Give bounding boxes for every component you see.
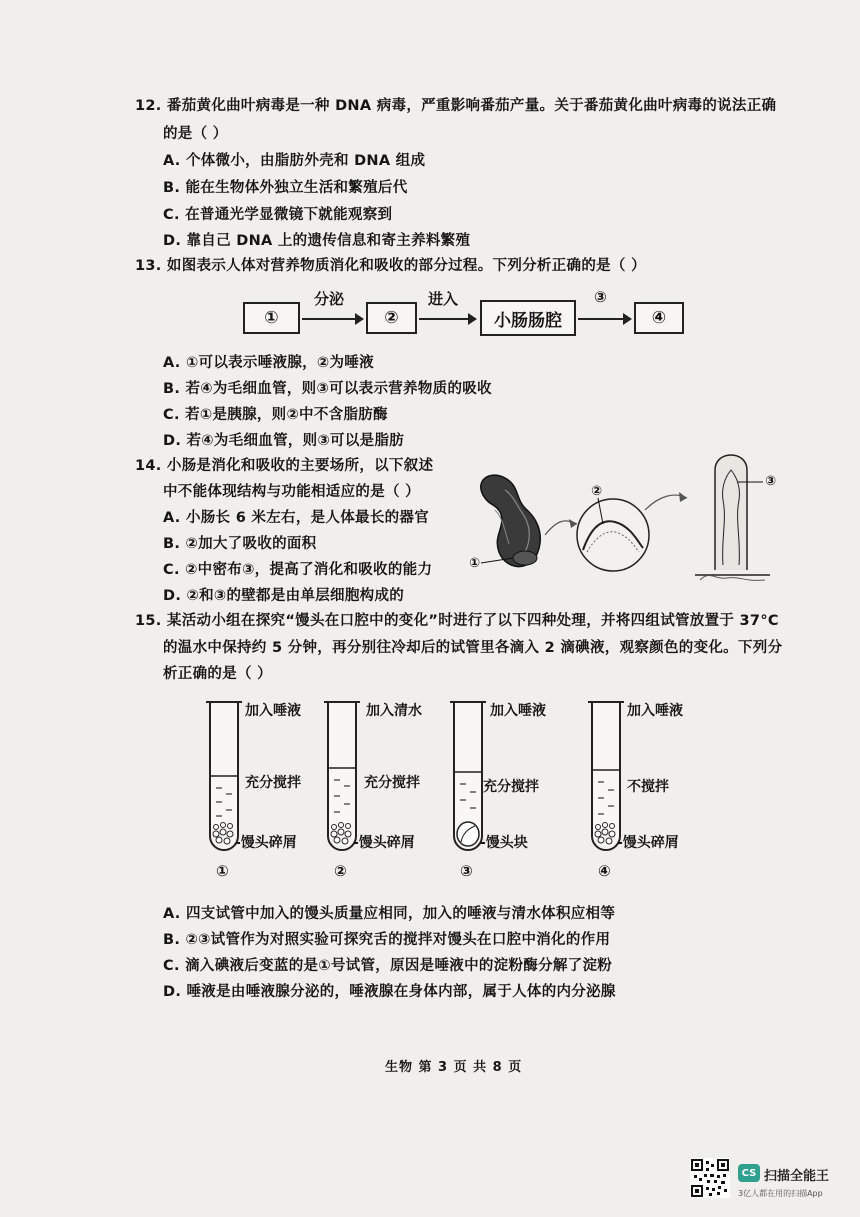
flow-arrow-1 [302, 318, 362, 320]
q12-stem-line1: 12. 番茄黄化曲叶病毒是一种 DNA 病毒，严重影响番茄产量。关于番茄黄化曲叶病毒的说法正确 [135, 98, 777, 114]
q15-stem-line2: 的温水中保持约 5 分钟，再分别往冷却后的试管里各滴入 2 滴碘液，观察颜色的变化。下列分 [163, 640, 783, 656]
q12-option-b: B. 能在生物体外独立生活和繁殖后代 [163, 180, 408, 196]
qr-code-icon [690, 1158, 730, 1198]
q14-option-c: C. ②中密布③，提高了消化和吸收的能力 [163, 562, 433, 578]
tube4-stir-label: 不搅拌 [627, 779, 669, 795]
q12-option-c: C. 在普通光学显微镜下就能观察到 [163, 207, 393, 223]
flow-box-2: ② [366, 302, 417, 334]
tube2-stir-label: 充分搅拌 [364, 775, 420, 791]
tube3-content-label: -馒头块 [480, 835, 528, 851]
tube2-add-label: 加入清水 [366, 703, 422, 719]
q14-stem-line1: 14. 小肠是消化和吸收的主要场所，以下叙述 [135, 458, 434, 474]
q12-option-d: D. 靠自己 DNA 上的遗传信息和寄主养料繁殖 [163, 233, 471, 249]
tube3-stir-label: 充分搅拌 [483, 779, 539, 795]
q13-option-c: C. 若①是胰腺，则②中不含脂肪酶 [163, 407, 388, 423]
flow-label-3: ③ [594, 288, 607, 306]
fig-label-1: ① [469, 556, 481, 571]
q12-option-a: A. 个体微小，由脂肪外壳和 DNA 组成 [163, 153, 426, 169]
fold-illustration [577, 499, 649, 571]
q13-option-d: D. 若④为毛细血管，则③可以是脂肪 [163, 433, 405, 449]
tube4-content-label: -馒头碎屑 [617, 835, 679, 851]
flow-arrow-2 [419, 318, 475, 320]
q14-stem-line2: 中不能体现结构与功能相适应的是（ ） [163, 484, 420, 500]
q13-option-b: B. 若④为毛细血管，则③可以表示营养物质的吸收 [163, 381, 492, 397]
q14-option-a: A. 小肠长 6 米左右，是人体最长的器官 [163, 510, 430, 526]
scanner-app-name: 扫描全能王 [764, 1169, 830, 1184]
q14-option-b: B. ②加大了吸收的面积 [163, 536, 317, 552]
tube2-content-label: -馒头碎屑 [353, 835, 415, 851]
q12-stem-line2: 的是（ ） [163, 126, 228, 142]
q13-option-a: A. ①可以表示唾液腺，②为唾液 [163, 355, 374, 371]
q13-stem: 13. 如图表示人体对营养物质消化和吸收的部分过程。下列分析正确的是（ ） [135, 258, 646, 274]
flow-label-enter: 进入 [428, 290, 459, 308]
tube3-number: ③ [460, 862, 473, 880]
small-intestine-figure [465, 440, 795, 590]
flow-box-4: ④ [634, 302, 684, 334]
tube1-number: ① [216, 862, 229, 880]
fig-label-3: ③ [765, 474, 777, 489]
tube4-add-label: 加入唾液 [627, 703, 683, 719]
flow-box-1: ① [243, 302, 300, 334]
tube1-add-label: 加入唾液 [245, 703, 301, 719]
camscanner-logo-icon: CS [738, 1164, 760, 1182]
flow-arrow-3 [578, 318, 630, 320]
tube4-number: ④ [598, 862, 611, 880]
tube1-content-label: -馒头碎屑 [235, 835, 297, 851]
flow-label-secrete: 分泌 [314, 290, 345, 308]
q15-stem-line1: 15. 某活动小组在探究“馒头在口腔中的变化”时进行了以下四种处理，并将四组试管放置于 37°C [135, 613, 779, 629]
tube1-stir-label: 充分搅拌 [245, 775, 301, 791]
q14-option-d: D. ②和③的壁都是由单层细胞构成的 [163, 588, 405, 604]
q15-stem-line3: 析正确的是（ ） [163, 666, 272, 682]
tube3-add-label: 加入唾液 [490, 703, 546, 719]
scanner-tagline: 3亿人都在用的扫描App [738, 1189, 823, 1198]
villus-illustration [695, 455, 770, 580]
flow-box-small-intestine: 小肠肠腔 [480, 300, 576, 336]
fig-label-2: ② [591, 484, 603, 499]
q15-option-b: B. ②③试管作为对照实验可探究舌的搅拌对馒头在口腔中消化的作用 [163, 932, 611, 948]
q15-option-a: A. 四支试管中加入的馒头质量应相同，加入的唾液与清水体积应相等 [163, 906, 616, 922]
tube2-number: ② [334, 862, 347, 880]
intestine-illustration [481, 475, 541, 566]
q15-option-c: C. 滴入碘液后变蓝的是①号试管，原因是唾液中的淀粉酶分解了淀粉 [163, 958, 613, 974]
q15-option-d: D. 唾液是由唾液腺分泌的，唾液腺在身体内部，属于人体的内分泌腺 [163, 984, 616, 1000]
page-footer: 生物 第 3 页 共 8 页 [385, 1060, 523, 1075]
